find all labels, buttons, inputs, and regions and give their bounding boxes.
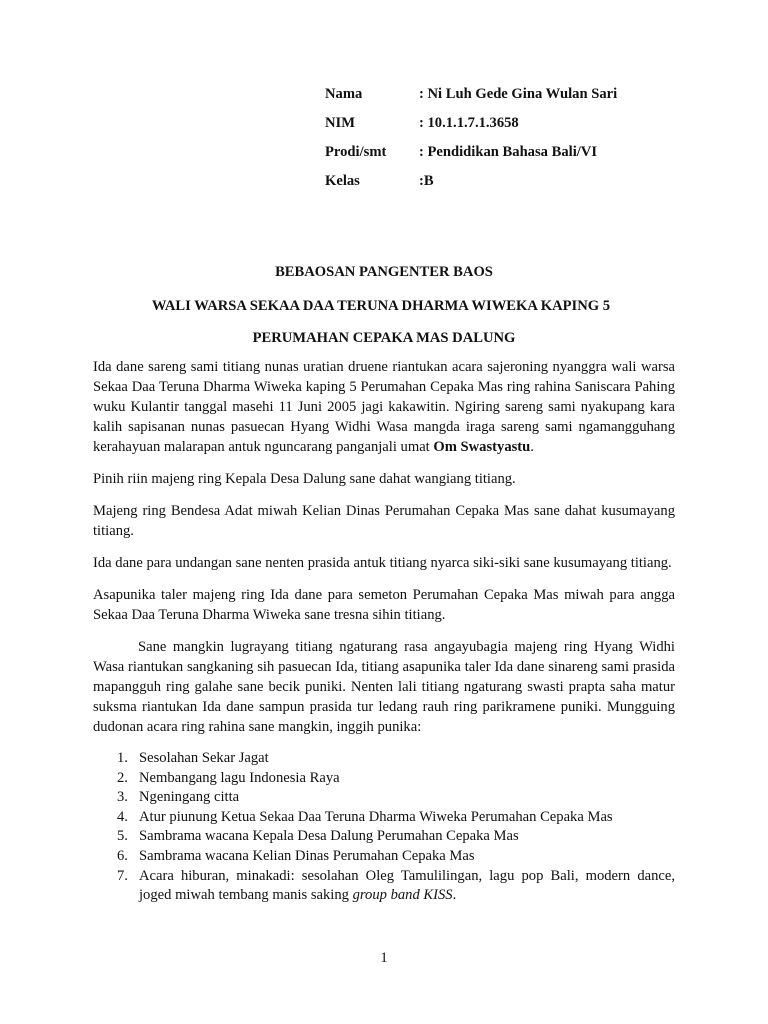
list-text: Sambrama wacana Kelian Dinas Perumahan Cepaka Mas — [139, 847, 475, 864]
list-number: 1. — [117, 750, 128, 766]
list-number: 3. — [117, 789, 128, 806]
list-number: 6. — [117, 847, 128, 864]
list-number: 2. — [117, 769, 128, 786]
list-number: 5. — [117, 828, 128, 845]
info-label: Prodi/smt — [325, 144, 387, 160]
list-text: Sambrama wacana Kepala Desa Dalung Perumahan Cepaka Mas — [139, 828, 519, 845]
list-item — [93, 788, 675, 808]
list-text: Ngeningang citta — [139, 789, 240, 806]
list-item — [93, 808, 675, 828]
list-number: 7. — [117, 867, 128, 884]
paragraph-end: . — [530, 439, 534, 455]
list-item — [93, 827, 675, 847]
list-item — [93, 867, 675, 906]
speech-body — [93, 357, 675, 906]
list-text: Sesolahan Sekar Jagat — [139, 750, 269, 766]
info-value: : 10.1.1.7.1.3658 — [419, 115, 519, 131]
info-value: : Pendidikan Bahasa Bali/VI — [419, 144, 598, 160]
list-item — [93, 847, 675, 867]
paragraph-text: Ida dane sareng sami titiang nunas uratian druene riantukan acara sajeroning nyanggra wali warsa Sekaa Daa Teruna Dharma Wiweka kaping 5 Perumahan Cepaka Mas ring rahina Saniscara Pahing wuku Kulantir tanggal masehi 11 Juni 2005 jagi kakawitin. Ngiring sareng sami nyakupang kara kalih sapisanan nunas pasuecan Hyang Widhi Wasa mangda iraga sareng sami ngamangguhang kerahayuan malarapan antuk nguncarang panganjali umat — [93, 359, 675, 455]
info-label: Nama — [325, 86, 363, 102]
document-subtitle-location: PERUMAHAN CEPAKA MAS DALUNG — [252, 330, 516, 346]
agenda-list — [93, 749, 675, 906]
list-text-end: . — [452, 887, 457, 904]
paragraph-guests: Ida dane para undangan sane nenten prasida antuk titiang nyarca siki-siki sane kusumayang titiang. — [93, 555, 672, 571]
paragraph-members: Asapunika taler majeng ring Ida dane para semeton Perumahan Cepaka Mas miwah para angga Sekaa Daa Teruna Dharma Wiweka sane tresna sihin titiang. — [93, 587, 675, 623]
document-subtitle: WALI WARSA SEKAA DAA TERUNA DHARMA WIWEKA KAPING 5 — [151, 298, 611, 314]
list-text: Nembangang lagu Indonesia Raya — [139, 769, 340, 786]
info-value: :B — [419, 173, 434, 189]
page-number: 1 — [380, 950, 388, 966]
list-text: Acara hiburan, minakadi: sesolahan Oleg Tamulilingan, lagu pop Bali, modern dance, joged miwah tembang manis saking — [139, 867, 675, 904]
paragraph-village-head: Pinih riin majeng ring Kepala Desa Dalung sane dahat wangiang titiang. — [93, 471, 516, 487]
paragraph-opening — [93, 357, 675, 457]
list-item — [93, 769, 675, 789]
info-label: NIM — [325, 115, 355, 131]
info-value: : Ni Luh Gede Gina Wulan Sari — [419, 86, 618, 102]
greeting-bold: Om Swastyastu — [433, 439, 531, 455]
list-number: 4. — [117, 808, 128, 825]
list-text: Atur piunung Ketua Sekaa Daa Teruna Dharma Wiweka Perumahan Cepaka Mas — [139, 808, 613, 825]
paragraph-bendesa: Majeng ring Bendesa Adat miwah Kelian Dinas Perumahan Cepaka Mas sane dahat kusumayang titiang. — [93, 503, 675, 539]
info-label: Kelas — [325, 173, 360, 189]
list-text-italic: group band KISS — [352, 887, 453, 904]
document-title: BEBAOSAN PANGENTER BAOS — [275, 264, 493, 280]
list-item — [93, 749, 675, 769]
paragraph-gratitude: Sane mangkin lugrayang titiang ngaturang rasa angayubagia majeng ring Hyang Widhi Wasa riantukan sangkaning sih pasuecan Ida, titiang asapunika taler Ida dane sinareng sami prasida mapangguh ring galahe sane becik puniki. Nenten lali titiang ngaturang swasti prapta saha matur suksma riantukan Ida dane sampun prasida tur ledang rauh ring parikramene puniki. Mungguing dudonan acara ring rahina sane mangkin, inggih punika: — [93, 639, 675, 735]
